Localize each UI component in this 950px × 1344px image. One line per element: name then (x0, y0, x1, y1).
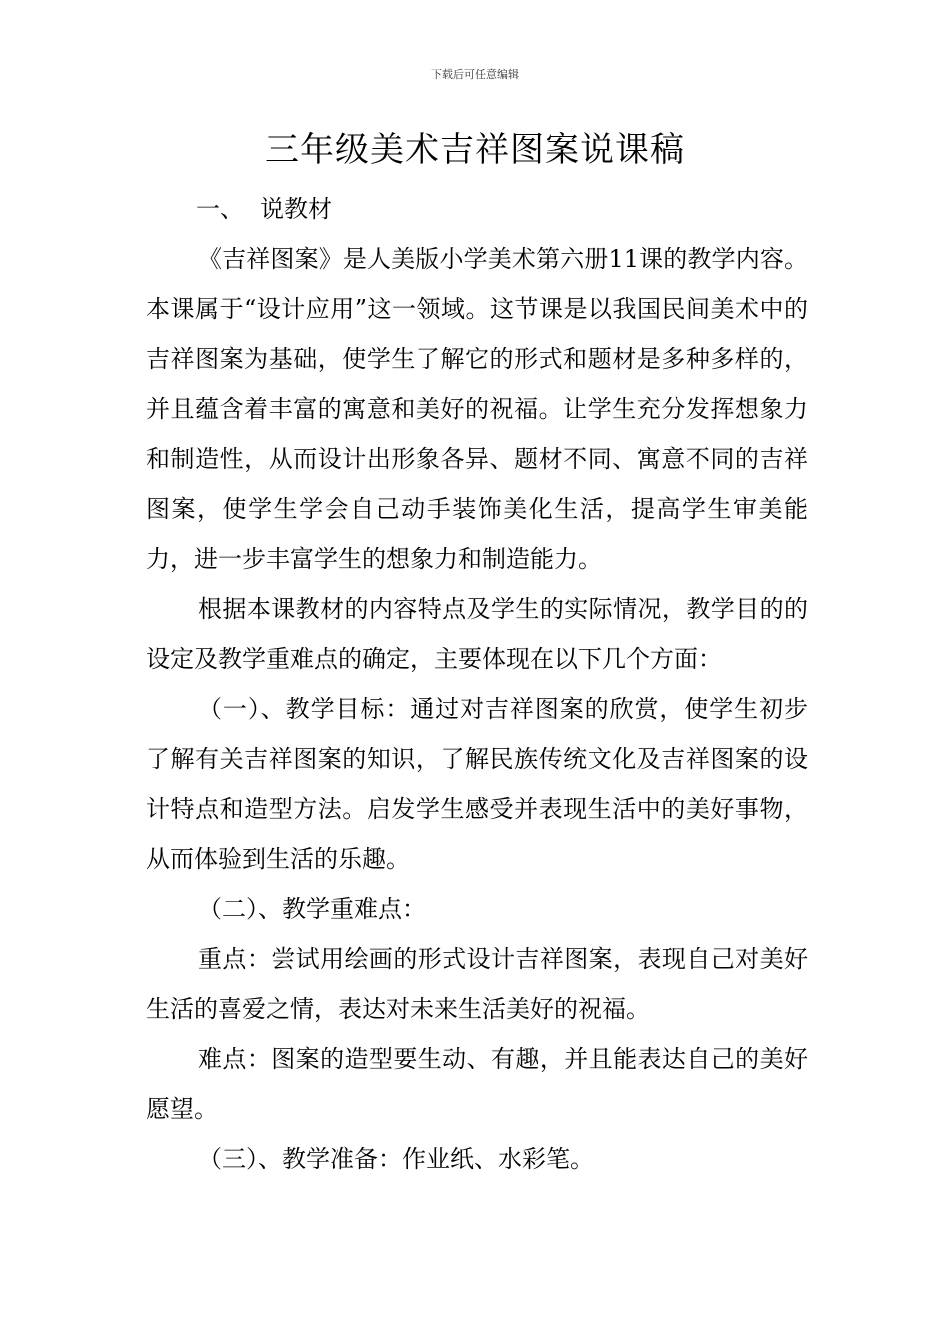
page-title: 三年级美术吉祥图案说课稿 (265, 130, 685, 170)
paragraph-key-point: 重点：尝试用绘画的形式设计吉祥图案，表现自己对美好生活的喜爱之情，表达对未来生活美好的祝福。 (146, 945, 808, 1023)
paragraph-difficult-point: 难点：图案的造型要生动、有趣，并且能表达自己的美好愿望。 (146, 1045, 808, 1123)
paragraph-key-difficult-points-heading: （二）、教学重难点： (198, 895, 426, 923)
paragraph-teaching-preparation: （三）、教学准备：作业纸、水彩笔。 (198, 1145, 594, 1173)
document-body (146, 184, 808, 1184)
section-title: 说教材 (260, 195, 332, 223)
header-note: 下载后可任意编辑 (431, 68, 519, 81)
paragraph-textbook-intro: 《吉祥图案》是人美版小学美术第六册11课的教学内容。本课属于“设计应用”这一领域。这节课是以我国民间美术中的吉祥图案为基础，使学生了解它的形式和题材是多种多样的，并且蕴含着丰富的寓意和美好的祝福。让学生充分发挥想象力和制造性，从而设计出形象各异、题材不同、寓意不同的吉祥图案，使学生学会自己动手装饰美化生活，提高学生审美能力，进一步丰富学生的想象力和制造能力。 (146, 245, 808, 573)
paragraph-goals-basis: 根据本课教材的内容特点及学生的实际情况，教学目的的设定及教学重难点的确定，主要体现在以下几个方面： (146, 595, 808, 673)
section-number: 一、 (196, 195, 244, 223)
section-heading (146, 184, 808, 234)
paragraph-teaching-objectives: （一）、教学目标：通过对吉祥图案的欣赏，使学生初步了解有关吉祥图案的知识，了解民族传统文化及吉祥图案的设计特点和造型方法。启发学生感受并表现生活中的美好事物，从而体验到生活的乐趣。 (146, 695, 808, 873)
